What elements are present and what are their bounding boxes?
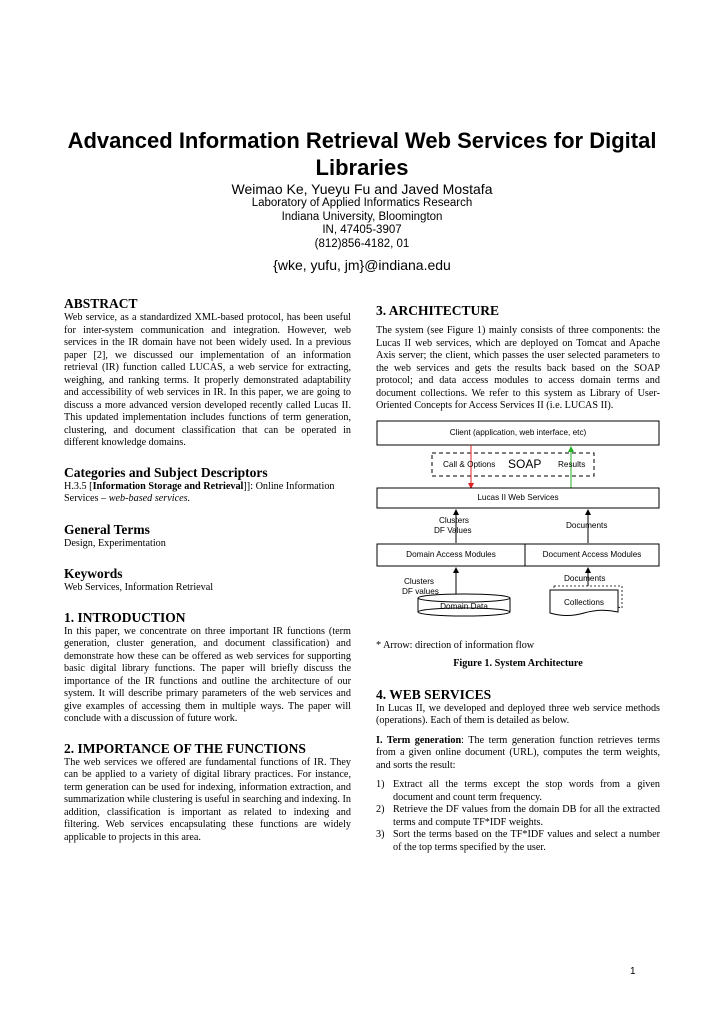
- term-generation-label: I. Term generation: [376, 734, 462, 746]
- df-values-label-lower: DF values: [402, 586, 439, 596]
- categories-prefix: H.3.5 [: [64, 480, 93, 492]
- general-terms-text: Design, Experimentation: [64, 537, 166, 549]
- client-label: Client (application, web interface, etc): [449, 427, 587, 437]
- page-number: 1: [630, 966, 636, 977]
- clusters-label-lower: Clusters: [404, 576, 435, 586]
- categories-italic: web-based services.: [108, 493, 191, 504]
- left-column: [64, 296, 351, 844]
- importance-text: The web services we offered are fundamental functions of IR. They can be applied to a variety of digital library practices. For instance, term generation can be used for indexing, information extraction, and summarization while clustering is useful in searching and indexing. In addition, classification is important as related to indexing and filtering. Web services encapsulating these functions are widely applicable to projects in this area.: [64, 756, 351, 843]
- document-access-label: Document Access Modules: [542, 549, 642, 559]
- step-item: [376, 829, 660, 854]
- results-label: Results: [558, 459, 586, 469]
- term-generation-description: : The term generation function retrieves terms from a given online document (URL), computes the term weights, and sorts the result:: [376, 734, 660, 771]
- architecture-text: The system (see Figure 1) mainly consists of three components: the Lucas II web services, which are deployed on Tomcat and Apache Axis server; the client, which passes the user selected parameters to the web services and gets the results back based on the SOAP protocol; and data access modules to access domain terms and document collections. We refer to this system as Library of User-Oriented Concepts for Access Services II (i.e. LUCAS II).: [376, 325, 660, 411]
- abstract-heading: ABSTRACT: [64, 296, 138, 311]
- right-column: [376, 303, 660, 854]
- categories-text: [64, 481, 351, 506]
- keywords-heading: Keywords: [64, 566, 123, 581]
- clusters-label-upper: Clusters: [439, 515, 470, 525]
- collections-label: Collections: [563, 597, 605, 607]
- web-services-heading: 4. WEB SERVICES: [376, 686, 492, 702]
- documents-label-lower: Documents: [564, 573, 606, 583]
- affiliation-block: [40, 197, 684, 251]
- introduction-heading: 1. INTRODUCTION: [64, 609, 186, 625]
- documents-label-upper: Documents: [566, 520, 608, 530]
- abstract-text: Web service, as a standardized XML-based protocol, has been useful for inter-system communication and integration. However, web services in the IR domain have not been widely used. In a previous paper [2], we discussed our implementation of an information retrieval (IR) function called LUCAS, a web service for extracting, weighing, and ranking terms. It properly demonstrated adaptability and accessibility of web services in IR. In this paper, we are going to discuss a more advanced version developed recently called Lucas II. This updated implementation includes functions of term generation, clustering, and document classification that can be operated in different knowledge domains.: [64, 312, 351, 448]
- system-architecture-figure: [376, 420, 660, 620]
- importance-heading: 2. IMPORTANCE OF THE FUNCTIONS: [64, 740, 306, 756]
- step-number: 2): [376, 804, 385, 815]
- domain-access-label: Domain Access Modules: [406, 549, 496, 559]
- arrow-note: * Arrow: direction of information flow: [376, 639, 535, 651]
- affiliation-phone: (812)856-4182, 01: [314, 237, 410, 250]
- affiliation-postal: IN, 47405-3907: [322, 224, 402, 236]
- affiliation-lab: Laboratory of Applied Informatics Research: [251, 197, 473, 209]
- figure-caption: Figure 1. System Architecture: [453, 658, 583, 669]
- general-terms-heading: General Terms: [64, 521, 150, 537]
- categories-heading: Categories and Subject Descriptors: [64, 464, 268, 480]
- step-text: Retrieve the DF values from the domain DB for all the extracted terms and compute TF*IDF weights.: [393, 804, 660, 828]
- web-services-label: Lucas II Web Services: [477, 492, 559, 502]
- term-generation-steps: [376, 779, 660, 854]
- step-text: Sort the terms based on the TF*IDF values and select a number of the top terms specified by the user.: [393, 829, 660, 853]
- architecture-heading: 3. ARCHITECTURE: [376, 303, 500, 318]
- df-values-label-upper: DF Values: [434, 525, 472, 535]
- categories-bold: Information Storage and Retrieval: [92, 480, 244, 492]
- affiliation-university: Indiana University, Bloomington: [281, 210, 443, 223]
- step-number: 3): [376, 829, 385, 840]
- step-number: 1): [376, 779, 385, 790]
- author-emails: {wke, yufu, jm}@indiana.edu: [273, 257, 451, 273]
- step-text: Extract all the terms except the stop words from a given document and count term frequency.: [393, 779, 660, 803]
- domain-data-label: Domain Data: [440, 601, 488, 611]
- call-options-label: Call & Options: [443, 459, 496, 469]
- paper-title: Advanced Information Retrieval Web Services for Digital Libraries: [67, 128, 657, 180]
- keywords-text: Web Services, Information Retrieval: [64, 582, 214, 593]
- step-item: [376, 804, 660, 829]
- term-generation-text: [376, 735, 660, 773]
- author-list: Weimao Ke, Yueyu Fu and Javed Mostafa: [231, 181, 493, 197]
- soap-label: SOAP: [508, 456, 542, 471]
- web-services-intro: In Lucas II, we developed and deployed three web service methods (operations). Each of them is detailed as below.: [376, 702, 660, 726]
- introduction-text: In this paper, we concentrate on three important IR functions (term generation, cluster generation, and document classification) and demonstrate how these can be offered as web services for supporting basic digital library functions. The paper will briefly discuss the importance of the IR functions and outline the architecture of our system. It will describe primary parameters of the web services and give examples of accessing them in multiple ways. The paper will conclude with a discussion of future work.: [64, 625, 351, 724]
- categories-middle: ]]: Online Information Services –: [64, 480, 335, 504]
- step-item: [376, 779, 660, 804]
